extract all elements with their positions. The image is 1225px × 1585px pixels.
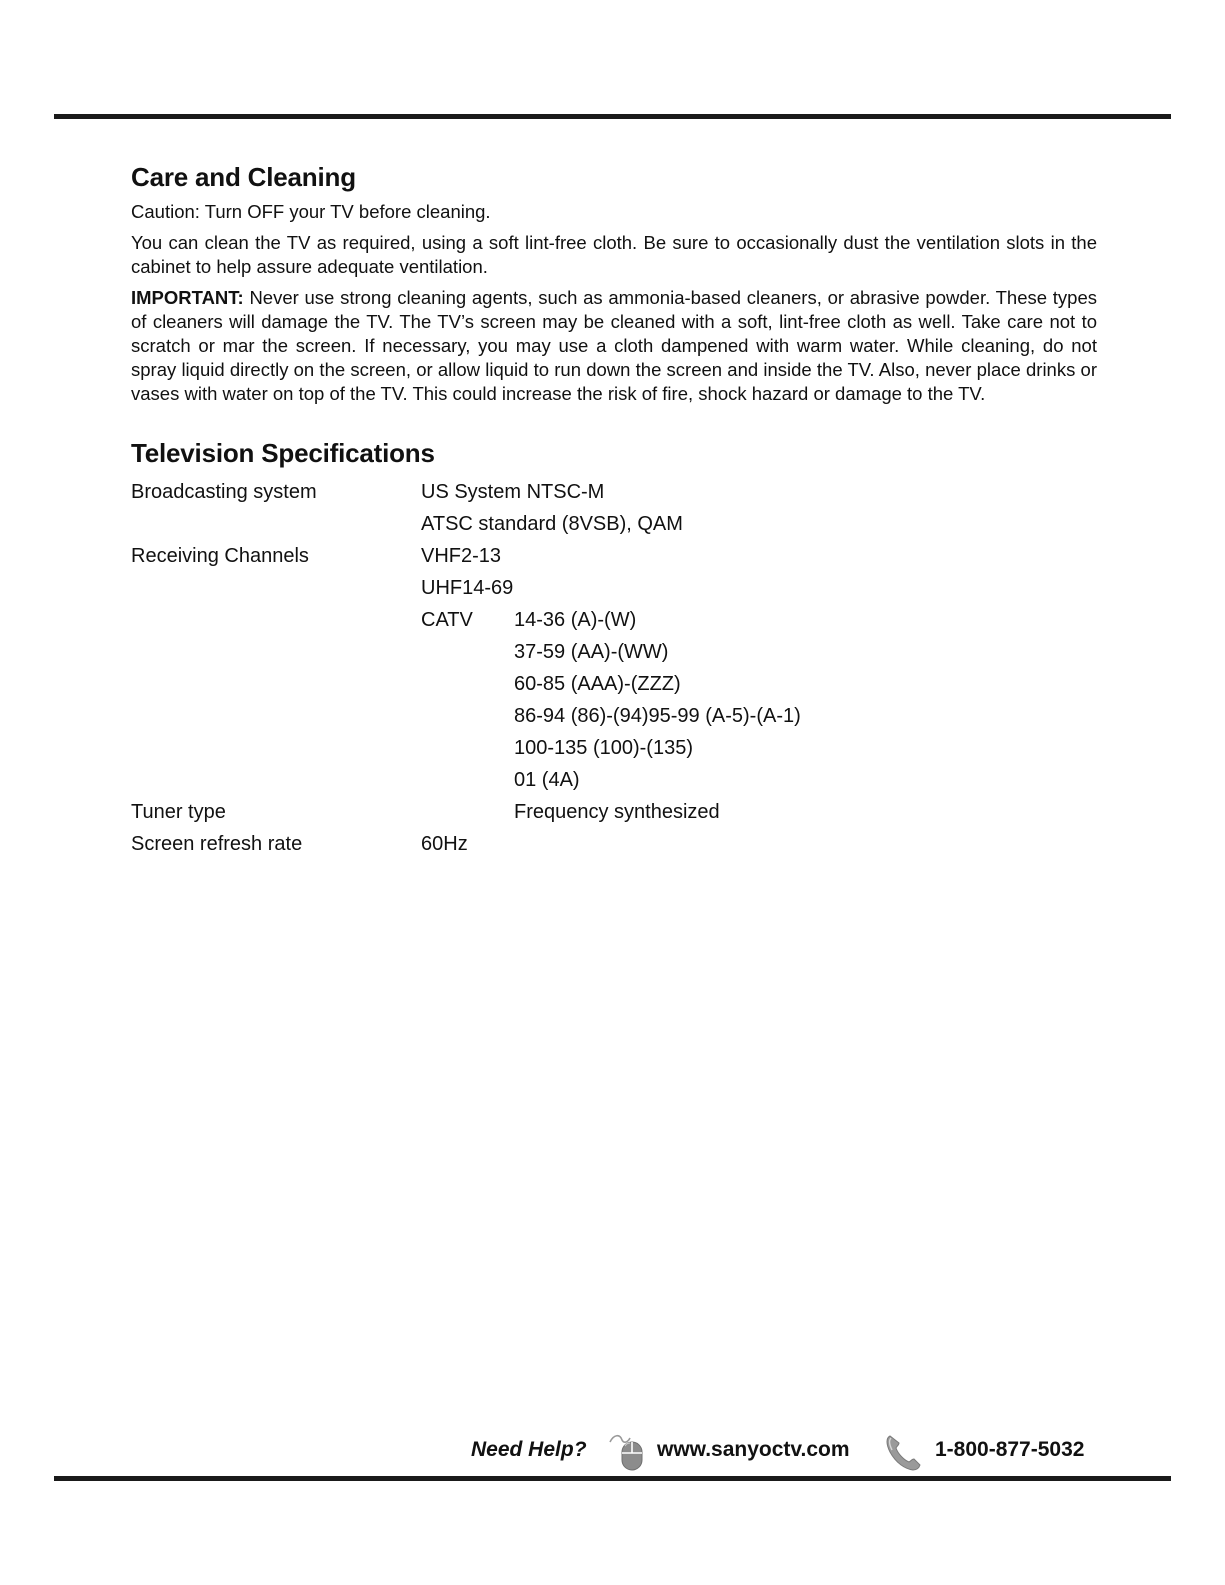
need-help-text: Need Help?: [471, 1438, 587, 1461]
spec-row-catv-1: [131, 604, 1097, 636]
spec-label-catv: CATV: [421, 609, 473, 631]
spec-label-receiving: Receiving Channels: [131, 545, 309, 567]
cleaning-paragraph: You can clean the TV as required, using a soft lint-free cloth. Be sure to occasionally dust the ventilation slots in the cabinet to help assure adequate ventilation.: [131, 232, 1097, 277]
spec-row-catv-4: [131, 700, 1097, 732]
important-text: Never use strong cleaning agents, such as ammonia-based cleaners, or abrasive powder. These types of cleaners will damage the TV. The TV’s screen may be cleaned with a soft, lint-free cloth as well. Take care not to scratch or mar the screen. If necessary, you may use a cloth dampened with warm water. While cleaning, do not spray liquid directly on the screen, or allow liquid to run down the screen and inside the TV. Also, never place drinks or vases with water on top of the TV. This could increase the risk of fire, shock hazard or damage to the TV.: [131, 287, 1097, 404]
catv-range: 01 (4A): [514, 769, 580, 791]
care-and-cleaning-heading: Care and Cleaning: [131, 162, 356, 192]
catv-range: 37-59 (AA)-(WW): [514, 641, 669, 663]
bottom-rule: [54, 1476, 1171, 1481]
spec-row-catv-6: [131, 764, 1097, 796]
spec-label-broadcasting: Broadcasting system: [131, 481, 317, 503]
spec-row-tuner: [131, 796, 1097, 828]
spec-value-vhf: VHF2-13: [421, 545, 502, 567]
phone-icon: [884, 1432, 924, 1472]
spec-row-refresh: [131, 828, 1097, 860]
phone-number[interactable]: 1-800-877-5032: [935, 1438, 1085, 1461]
catv-range: 60-85 (AAA)-(ZZZ): [514, 673, 681, 695]
spec-row-catv-5: [131, 732, 1097, 764]
help-footer: [0, 1432, 1225, 1472]
spec-row-catv-3: [131, 668, 1097, 700]
spec-row-uhf: [131, 572, 1097, 604]
catv-range: 14-36 (A)-(W): [514, 609, 637, 631]
spec-row-broadcasting-2: [131, 508, 1097, 540]
spec-row-catv-2: [131, 636, 1097, 668]
spec-row-broadcasting: [131, 476, 1097, 508]
important-label: IMPORTANT:: [131, 287, 244, 308]
spec-label-refresh: Screen refresh rate: [131, 833, 303, 855]
mouse-icon: [608, 1432, 652, 1472]
catv-range: 100-135 (100)-(135): [514, 737, 693, 759]
spec-value-refresh: 60Hz: [421, 833, 468, 855]
top-rule: [54, 114, 1171, 119]
spec-value-broadcasting-2: ATSC standard (8VSB), QAM: [421, 513, 683, 535]
important-paragraph: [131, 286, 1097, 406]
television-specifications-heading: Television Specifications: [131, 438, 435, 468]
spec-value-uhf: UHF14-69: [421, 577, 514, 599]
website-link[interactable]: www.sanyoctv.com: [657, 1438, 850, 1461]
page-content: [131, 160, 1097, 860]
spec-label-tuner: Tuner type: [131, 801, 226, 823]
specifications-table: [131, 476, 1097, 860]
spec-row-receiving: [131, 540, 1097, 572]
catv-range: 86-94 (86)-(94)95-99 (A-5)-(A-1): [514, 705, 801, 727]
spec-value-tuner: Frequency synthesized: [514, 801, 720, 823]
caution-text: Caution: Turn OFF your TV before cleaning.: [131, 201, 491, 222]
spec-value-broadcasting-1: US System NTSC-M: [421, 481, 605, 503]
